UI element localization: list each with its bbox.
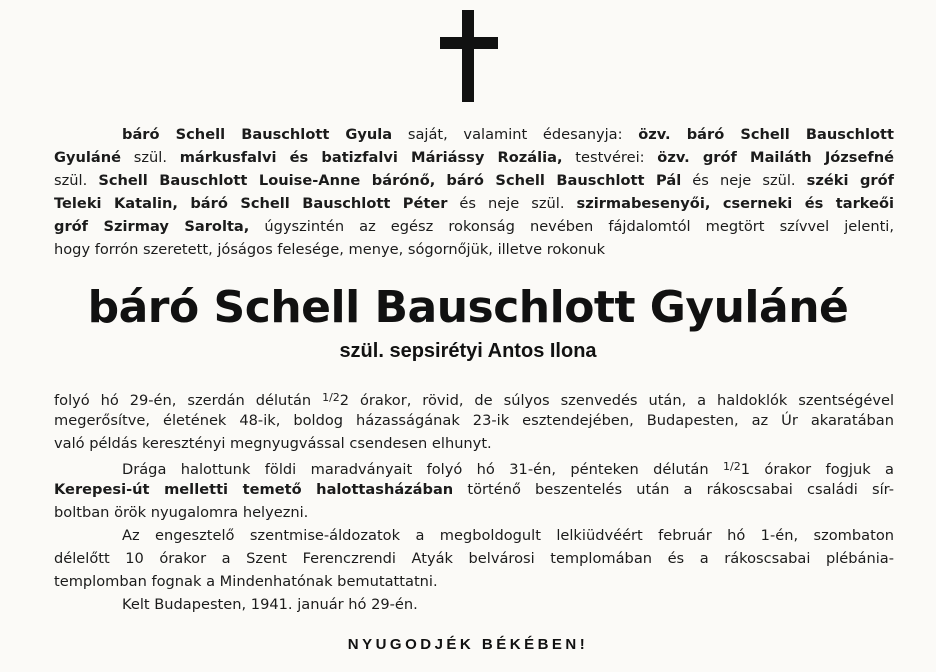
body-text: Az engesztelő szentmise-áldozatok a megboldogult lelkiüdvéért február hó 1-én, szombaton xyxy=(122,527,894,544)
body-text: 1 órakor fogjuk a xyxy=(740,461,894,478)
body-text: történő beszentelés után a rákoscsabai családi sír- xyxy=(453,481,894,498)
intro-text: és neje szül. xyxy=(681,172,807,189)
body-line-8 xyxy=(54,548,894,570)
body-text: Kelt Budapesten, 1941. január hó 29-én. xyxy=(122,596,418,613)
intro-text xyxy=(435,172,446,189)
body-line-2 xyxy=(54,410,894,432)
intro-text: márkusfalvi és batizfalvi Máriássy Rozália, xyxy=(179,149,563,166)
fraction: 1/2 xyxy=(322,391,340,404)
intro-text: úgyszintén az egész rokonság nevében fájdalomtól megtört szívvel jelenti, xyxy=(249,218,894,235)
body-text: 2 órakor, rövid, de súlyos szenvedés után, a haldoklók szentségével xyxy=(339,392,895,409)
body-line-3 xyxy=(54,433,492,455)
intro-text: özv. báró Schell Bauschlott xyxy=(638,126,894,143)
intro-line-1 xyxy=(122,124,894,146)
intro-line-6 xyxy=(54,239,605,261)
body-line-1 xyxy=(54,387,894,412)
intro-line-3 xyxy=(54,170,894,192)
intro-text: szül. xyxy=(121,149,180,166)
intro-text: Gyuláné xyxy=(54,149,122,166)
intro-text: Schell Bauschlott Louise-Anne bárónő, xyxy=(98,172,436,189)
intro-text: gróf Szirmay Sarolta, xyxy=(54,218,250,235)
birth-name: szül. sepsirétyi Antos Ilona xyxy=(339,340,597,362)
cross-icon xyxy=(440,10,498,102)
body-line-4 xyxy=(122,456,894,481)
body-line-7 xyxy=(122,525,894,547)
body-text: folyó hó 29-én, szerdán délután xyxy=(54,392,323,409)
intro-text: báró Schell Bauschlott Pál xyxy=(446,172,682,189)
body-text: való példás keresztényi megnyugvással csendesen elhunyt. xyxy=(54,435,492,452)
body-text: Drága halottunk földi maradványait folyó hó 31-én, pénteken délután xyxy=(122,461,724,478)
intro-line-4 xyxy=(54,193,894,215)
intro-text: szül. xyxy=(54,172,99,189)
intro-text: szirmabesenyői, cserneki és tarkeői xyxy=(576,195,895,212)
body-text: templomban fognak a Mindenhatónak bemutattatni. xyxy=(54,573,438,590)
intro-text: testvérei: xyxy=(562,149,658,166)
body-text: megerősítve, életének 48-ik, boldog házasságának 23-ik esztendejében, Budapesten, az Úr akaratában xyxy=(54,412,894,429)
intro-text: báró Schell Bauschlott Gyula xyxy=(122,126,393,143)
intro-line-5 xyxy=(54,216,894,238)
body-line-5 xyxy=(54,479,894,501)
date-line xyxy=(122,594,418,616)
body-text: boltban örök nyugalomra helyezni. xyxy=(54,504,309,521)
intro-text: özv. gróf Mailáth Józsefné xyxy=(657,149,894,166)
body-text: Kerepesi-út melletti temető halottasházában xyxy=(54,481,454,498)
deceased-name: báró Schell Bauschlott Gyuláné xyxy=(87,282,849,333)
intro-text: hogy forrón szeretett, jóságos felesége, menye, sógornőjük, illetve rokonuk xyxy=(54,241,606,258)
intro-text: Teleki Katalin, báró Schell Bauschlott Péter xyxy=(54,195,448,212)
intro-text: saját, valamint édesanyja: xyxy=(392,126,639,143)
closing-phrase: NYUGODJÉK BÉKÉBEN! xyxy=(347,636,589,653)
body-line-6 xyxy=(54,502,308,524)
intro-line-2 xyxy=(54,147,894,169)
intro-text: és neje szül. xyxy=(447,195,577,212)
fraction: 1/2 xyxy=(723,460,741,473)
body-line-9 xyxy=(54,571,438,593)
intro-text: széki gróf xyxy=(806,172,895,189)
body-text: délelőtt 10 órakor a Szent Ferenczrendi Atyák belvárosi templomában és a rákoscsabai plébánia- xyxy=(54,550,894,567)
